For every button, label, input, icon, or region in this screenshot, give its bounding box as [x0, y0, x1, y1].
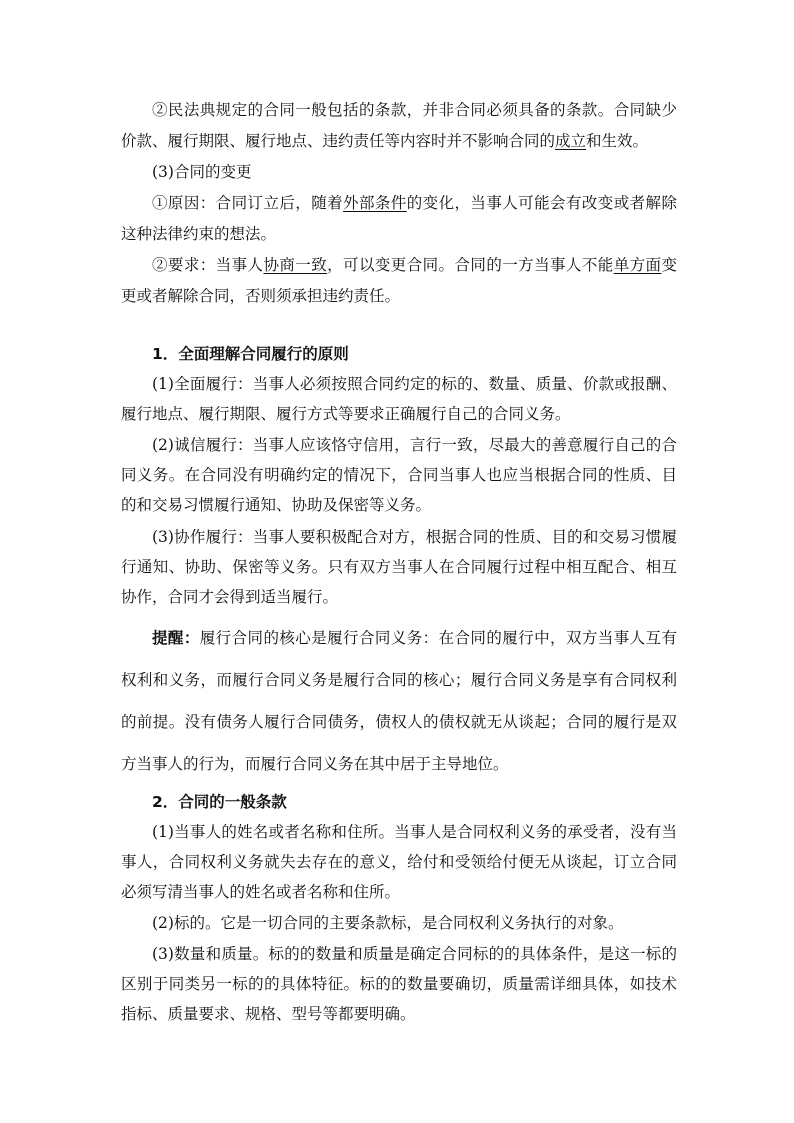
paragraph-change-requirement: ②要求：当事人协商一致，可以变更合同。合同的一方当事人不能单方面变更或者解除合同，否则须承担违约责任。 — [121, 256, 677, 305]
underlined-term: 单方面 — [613, 256, 662, 274]
principle-item-3: (3)协作履行：当事人要积极配合对方，根据合同的性质、目的和交易习惯履行通知、协助、保密等义务。只有双方当事人在合同履行过程中相互配合、相互协作，合同才会得到适当履行。 — [121, 528, 677, 606]
paragraph-clauses-note: ②民法典规定的合同一般包括的条款，并非合同必须具备的条款。合同缺少价款、履行期限、履行地点、违约责任等内容时并不影响合同的成立和生效。 — [121, 101, 677, 150]
clause-item-1: (1)当事人的姓名或者名称和住所。当事人是合同权利义务的承受者，没有当事人，合同权利义务就失去存在的意义，给付和受领给付便无从谈起，订立合同必须写清当事人的姓名或者名称和住所。 — [121, 823, 677, 901]
reminder-paragraph: 提醒：履行合同的核心是履行合同义务：在合同的履行中，双方当事人互有权利和义务，而履行合同义务是履行合同的核心；履行合同义务是享有合同权利的前提。没有债务人履行合同债务，债权人的债权就无从谈起；合同的履行是双方当事人的行为，而履行合同义务在其中居于主导地位。 — [121, 629, 677, 773]
section-title-contract-change: (3)合同的变更 — [152, 163, 252, 181]
clause-item-3: (3)数量和质量。标的的数量和质量是确定合同标的的具体条件，是这一标的区别于同类另一标的的具体特征。标的的数量要确切，质量需详细具体，如技术指标、质量要求、规格、型号等都要明确。 — [121, 945, 677, 1023]
underlined-term: 成立 — [555, 132, 587, 150]
underlined-term: 外部条件 — [343, 194, 407, 212]
reminder-label: 提醒： — [152, 629, 200, 647]
principle-item-1: (1)全面履行：当事人必须按照合同约定的标的、数量、质量、价款或报酬、履行地点、履行期限、履行方式等要求正确履行自己的合同义务。 — [121, 375, 677, 423]
underlined-term: 协商一致 — [263, 256, 328, 274]
paragraph-change-reason: ①原因：合同订立后，随着外部条件的变化，当事人可能会有改变或者解除这种法律约束的想法。 — [121, 194, 677, 243]
principle-item-2: (2)诚信履行：当事人应该恪守信用，言行一致，尽最大的善意履行自己的合同义务。在合同没有明确约定的情况下，合同当事人也应当根据合同的性质、目的和交易习惯履行通知、协助及保密等义务。 — [121, 436, 677, 514]
heading-performance-principles: 1．全面理解合同履行的原则 — [152, 345, 349, 363]
heading-general-clauses: 2．合同的一般条款 — [152, 793, 287, 811]
clause-item-2: (2)标的。它是一切合同的主要条款标，是合同权利义务执行的对象。 — [152, 914, 624, 932]
